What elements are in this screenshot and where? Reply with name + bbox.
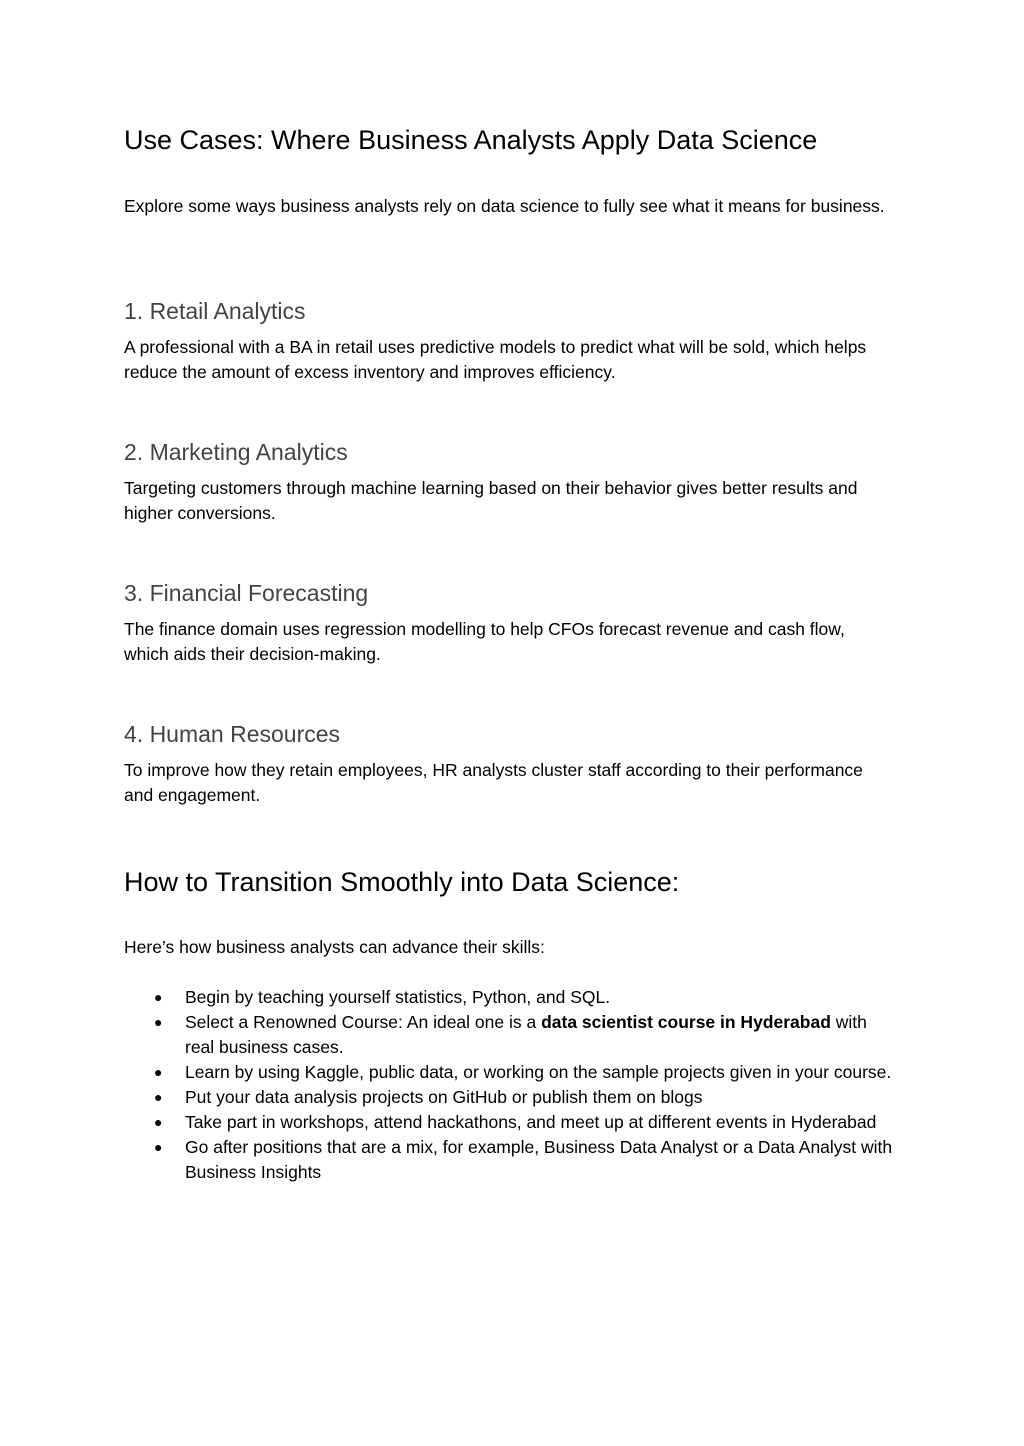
skills-bullet-list [124, 985, 894, 1185]
use-case-body-retail: A professional with a BA in retail uses predictive models to predict what will be sold, which helps reduce the amount of excess inventory and improves efficiency. [124, 337, 867, 382]
use-case-body-hr: To improve how they retain employees, HR analysts cluster staff according to their performance and engagement. [124, 760, 863, 805]
use-case-heading-retail: 1. Retail Analytics [124, 298, 306, 324]
list-item-text [185, 1012, 867, 1057]
bullet-icon: ● [154, 1114, 163, 1130]
list-item [124, 985, 894, 1010]
use-case-heading-hr: 4. Human Resources [124, 721, 341, 747]
list-item-text: Put your data analysis projects on GitHub or publish them on blogs [185, 1087, 703, 1107]
list-item-text: Take part in workshops, attend hackathons, and meet up at different events in Hyderabad [185, 1112, 877, 1132]
use-case-heading-finance: 3. Financial Forecasting [124, 580, 369, 606]
list-item-text: Go after positions that are a mix, for example, Business Data Analyst or a Data Analyst with Business Insights [185, 1137, 893, 1182]
transition-heading: How to Transition Smoothly into Data Science: [124, 867, 680, 897]
intro-paragraph: Explore some ways business analysts rely on data science to fully see what it means for business. [124, 196, 885, 216]
course-highlight: data scientist course in Hyderabad [541, 1012, 831, 1032]
use-case-heading-marketing: 2. Marketing Analytics [124, 439, 348, 465]
bullet-icon: ● [154, 989, 163, 1005]
bullet-icon: ● [154, 1014, 163, 1030]
transition-intro: Here’s how business analysts can advance their skills: [124, 937, 545, 957]
bullet-icon: ● [154, 1089, 163, 1105]
use-case-body-marketing: Targeting customers through machine learning based on their behavior gives better results and higher conversions. [124, 478, 858, 523]
list-item [124, 1010, 894, 1060]
bullet-icon: ● [154, 1139, 163, 1155]
page-title: Use Cases: Where Business Analysts Apply Data Science [124, 125, 818, 155]
list-item-text-before: Select a Renowned Course: An ideal one is a [185, 1012, 542, 1032]
list-item-text: Begin by teaching yourself statistics, Python, and SQL. [185, 987, 611, 1007]
list-item-text-after: with real business cases. [185, 1012, 867, 1057]
use-case-body-finance: The finance domain uses regression modelling to help CFOs forecast revenue and cash flow, which aids their decision-making. [124, 619, 845, 664]
list-item [124, 1135, 894, 1185]
list-item [124, 1085, 894, 1110]
list-item-text: Learn by using Kaggle, public data, or working on the sample projects given in your course. [185, 1062, 892, 1082]
bullet-icon: ● [154, 1064, 163, 1080]
list-item [124, 1110, 894, 1135]
list-item [124, 1060, 894, 1085]
